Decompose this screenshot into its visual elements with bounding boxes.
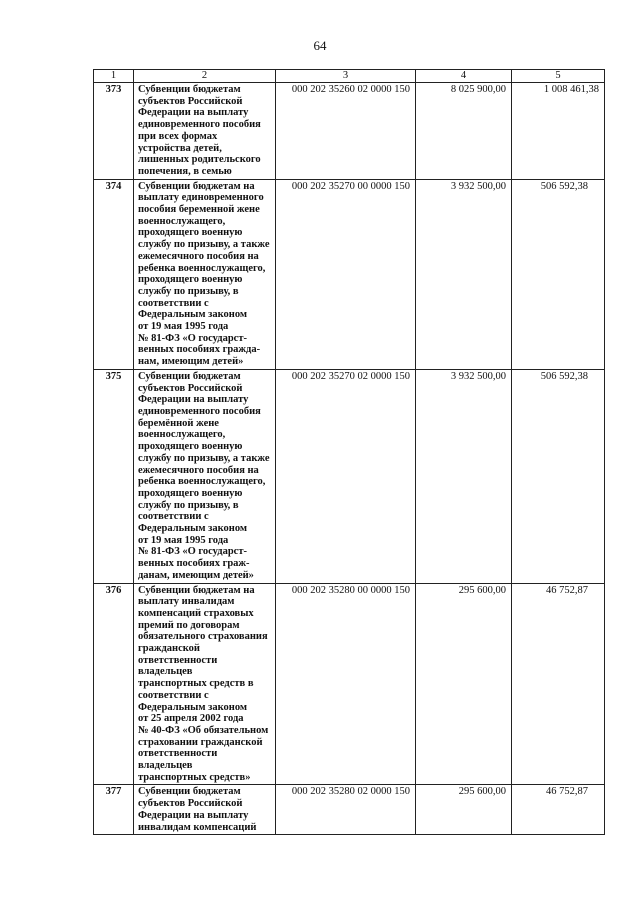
table-row <box>94 179 605 369</box>
table-row <box>94 83 605 180</box>
row-description: Субвенции бюджетам на выплату единовременного пособия беременной жене военнослужащего, проходящего военную службу по призыву, а также ежемесячного пособия на ребенка военнослужащего, проходящего военную службу по призыву, в соответствии с Федеральным законом от 19 мая 1995 года № 81-ФЗ «О государст- венных пособиях гражда- нам, имеющим детей» <box>134 179 276 369</box>
row-amount-executed: 506 592,38 <box>512 179 605 369</box>
row-amount-executed: 46 752,87 <box>512 785 605 835</box>
table-row <box>94 369 605 583</box>
row-code: 000 202 35260 02 0000 150 <box>276 83 416 180</box>
header-col-1: 1 <box>94 70 134 83</box>
header-col-4: 4 <box>416 70 512 83</box>
row-code: 000 202 35280 02 0000 150 <box>276 785 416 835</box>
row-code: 000 202 35280 00 0000 150 <box>276 583 416 785</box>
row-amount-planned: 3 932 500,00 <box>416 369 512 583</box>
row-amount-executed: 506 592,38 <box>512 369 605 583</box>
row-number: 375 <box>94 369 134 583</box>
row-description: Субвенции бюджетам субъектов Российской Федерации на выплату единовременного пособия при всех формах устройства детей, лишенных родительского попечения, в семью <box>134 83 276 180</box>
header-col-5: 5 <box>512 70 605 83</box>
header-col-3: 3 <box>276 70 416 83</box>
row-number: 376 <box>94 583 134 785</box>
table-header-row <box>94 70 605 83</box>
page-number: 64 <box>313 38 327 53</box>
row-description: Субвенции бюджетам субъектов Российской Федерации на выплату инвалидам компенсаций <box>134 785 276 835</box>
row-amount-executed: 46 752,87 <box>512 583 605 785</box>
row-description: Субвенции бюджетам на выплату инвалидам компенсаций страховых премий по договорам обязательного страхования гражданской ответственности владельцев транспортных средств в соответствии с Федеральным законом от 25 апреля 2002 года № 40-ФЗ «Об обязательном страховании гражданской ответственности владельцев транспортных средств» <box>134 583 276 785</box>
row-amount-planned: 8 025 900,00 <box>416 83 512 180</box>
row-number: 374 <box>94 179 134 369</box>
row-number: 373 <box>94 83 134 180</box>
header-col-2: 2 <box>134 70 276 83</box>
row-amount-planned: 295 600,00 <box>416 583 512 785</box>
budget-table <box>93 69 605 835</box>
table-row <box>94 785 605 835</box>
row-code: 000 202 35270 00 0000 150 <box>276 179 416 369</box>
row-amount-planned: 3 932 500,00 <box>416 179 512 369</box>
row-number: 377 <box>94 785 134 835</box>
table-row <box>94 583 605 785</box>
row-amount-executed: 1 008 461,38 <box>512 83 605 180</box>
row-description: Субвенции бюджетам субъектов Российской Федерации на выплату единовременного пособия беремённой жене военнослужащего, проходящего военную службу по призыву, а также ежемесячного пособия на ребенка военнослужащего, проходящего военную службу по призыву, в соответствии с Федеральным законом от 19 мая 1995 года № 81-ФЗ «О государст- венных пособиях граж- данам, имеющим детей» <box>134 369 276 583</box>
row-amount-planned: 295 600,00 <box>416 785 512 835</box>
row-code: 000 202 35270 02 0000 150 <box>276 369 416 583</box>
